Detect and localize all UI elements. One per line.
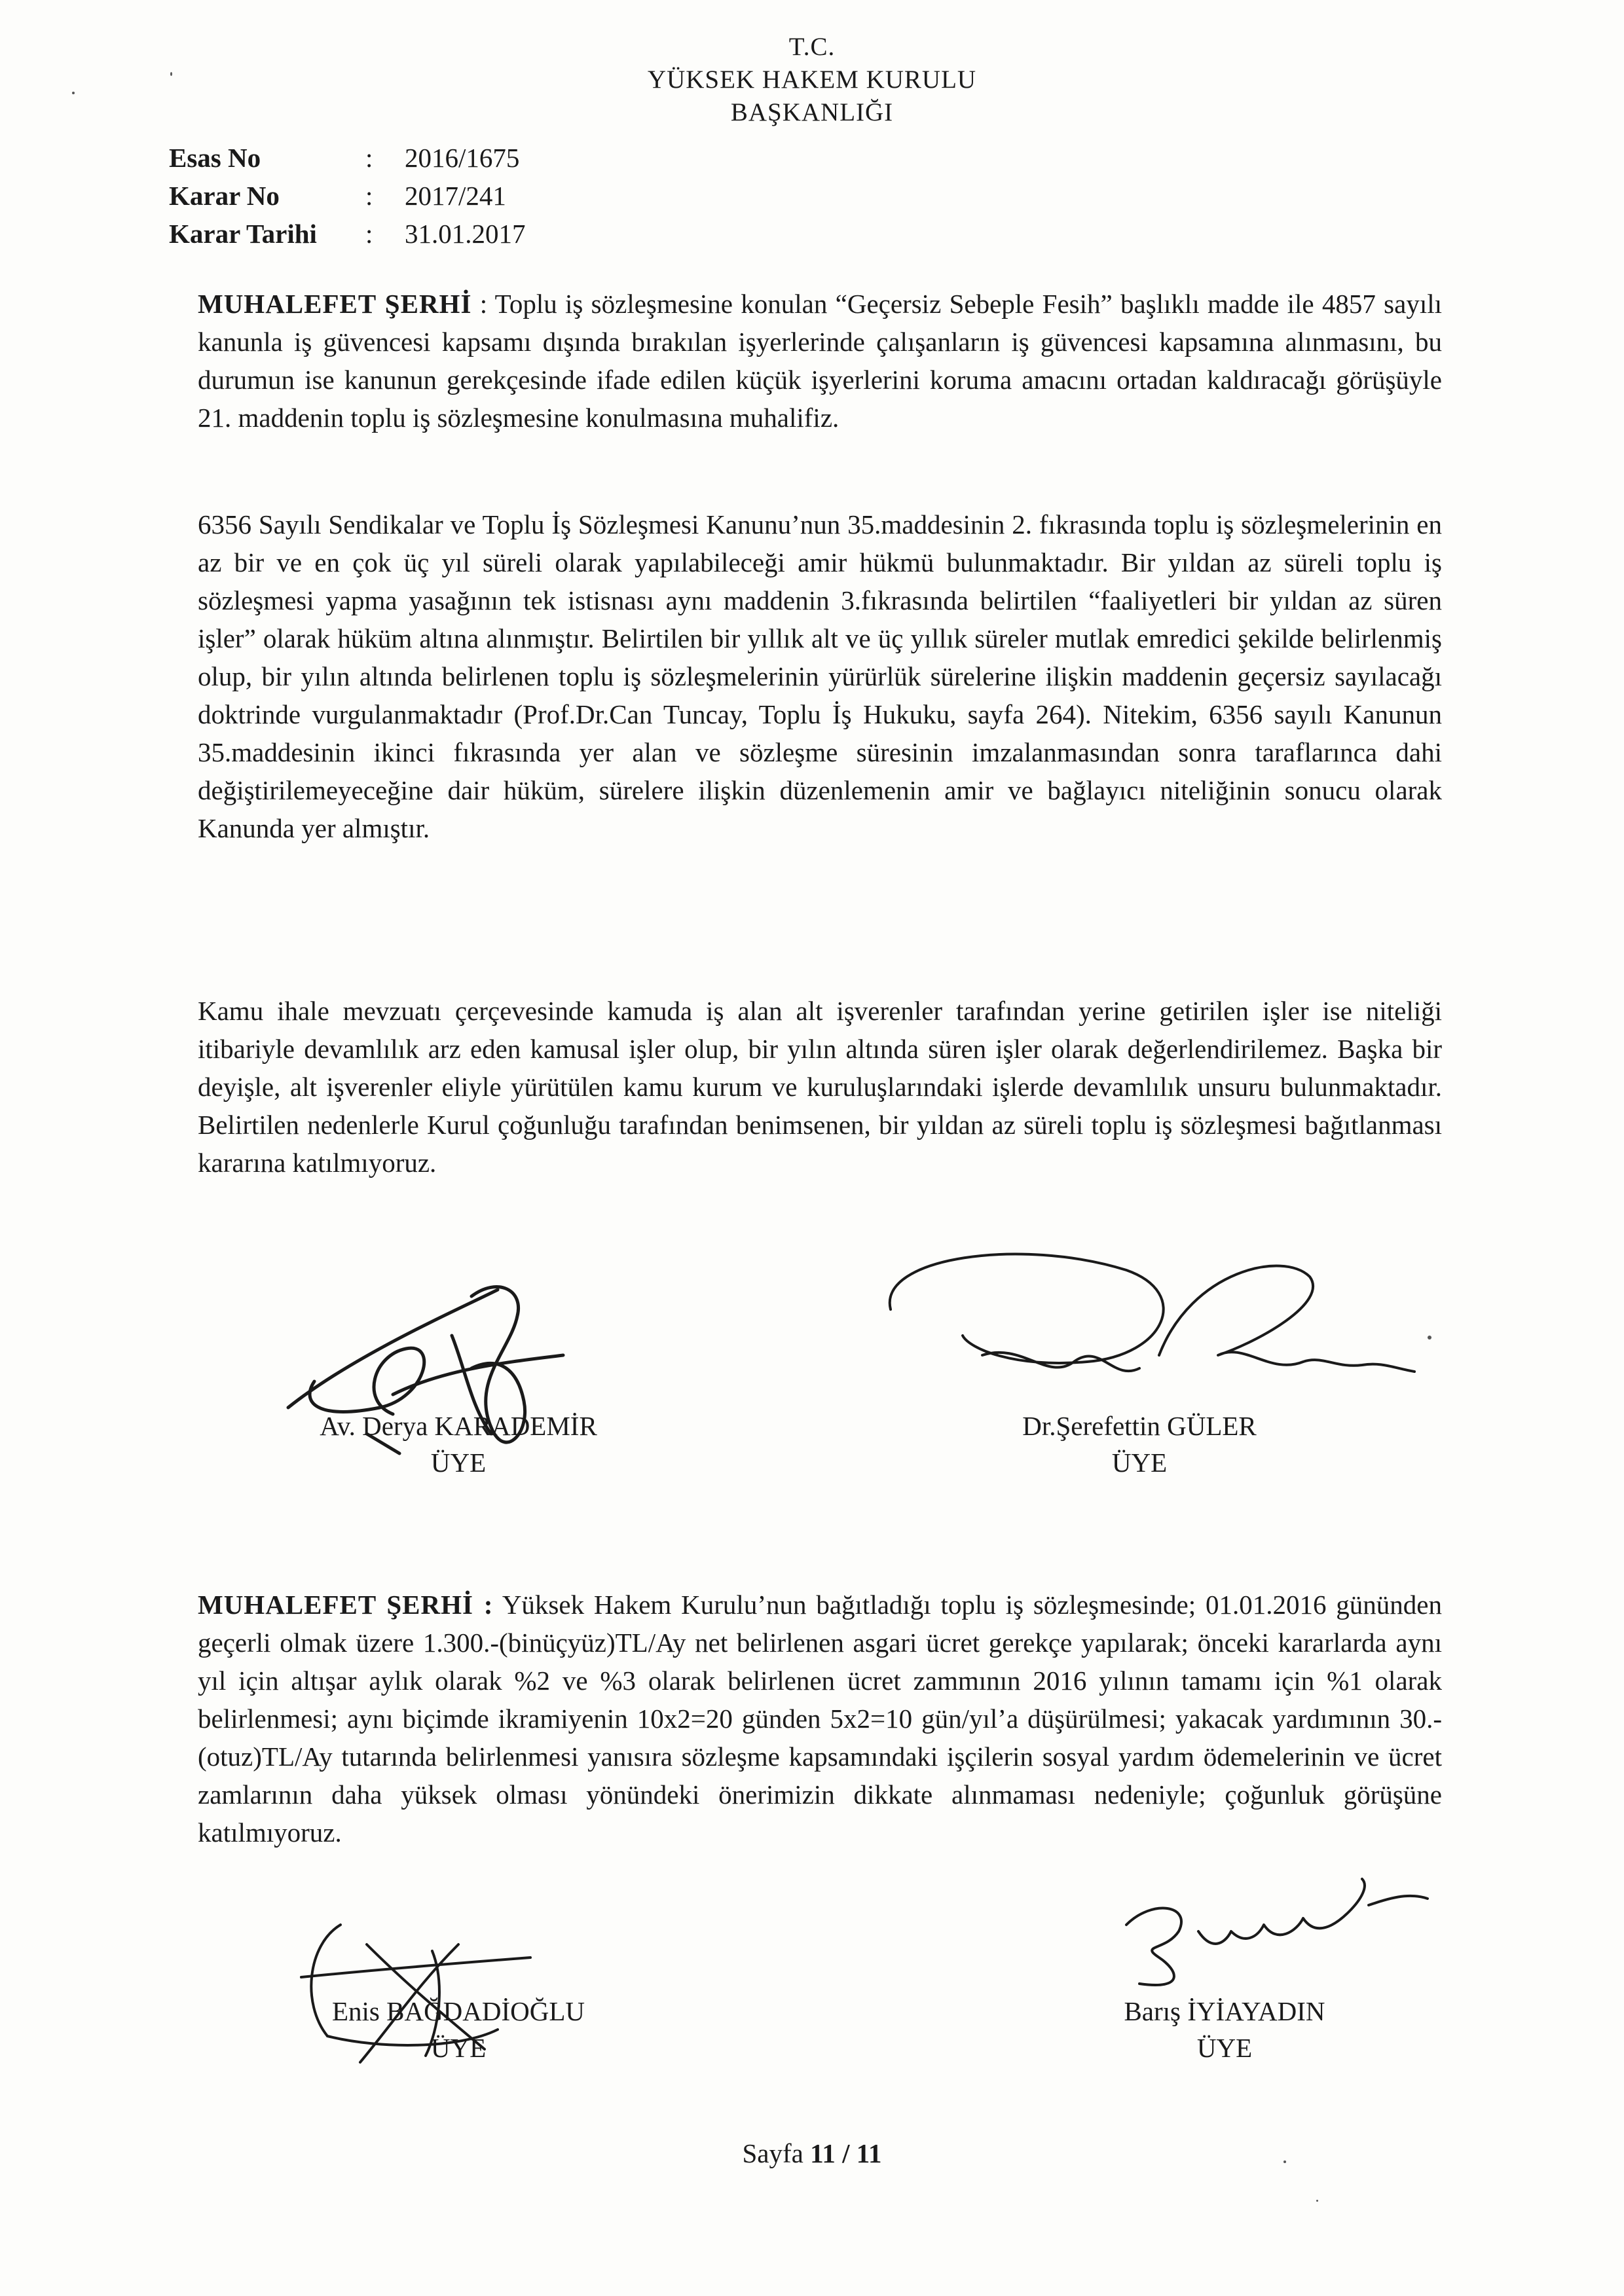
- case-meta: [169, 139, 526, 253]
- colon: :: [365, 181, 373, 211]
- scan-speck: [1428, 1336, 1431, 1339]
- dissent-2-paragraph: [198, 1586, 1442, 1851]
- signer-bagdadioglu-role: ÜYE: [430, 2033, 487, 2063]
- dissent-paragraph-2: 6356 Sayılı Sendikalar ve Toplu İş Sözleşmesi Kanunu’nun 35.maddesinin 2. fıkrasında toplu iş sözleşmelerinin en az bir ve en çok üç yıl süreli olarak yapılabileceği amir hükmü bulunmaktadır. Bir yıldan az süreli toplu iş sözleşmesi yapma yasağının tek istisnası aynı maddenin 3.fıkrasında belirtilen “faaliyetleri bir yıldan az süren işler” olarak hüküm altına alınmıştır. Belirtilen bir yıllık alt ve üç yıllık süreler mutlak emredici şekilde belirlenmiş olup, bir yılın altında belirlenen toplu iş sözleşmelerinin yürürlük sürelerine ilişkin maddenin geçersiz sayılacağı doktrinde vurgulanmaktadır (Prof.Dr.Can Tuncay, Toplu İş Hukuku, sayfa 264). Nitekim, 6356 sayılı Kanunun 35.maddesinin ikinci fıkrasında yer alan ve sözleşme süresinin imzalanmasından sonra taraflarınca dahi değiştirilemeyeceğine dair hüküm, sürelere ilişkin düzenlemenin amir ve bağlayıcı niteliğinin sonucu olarak Kanunda yer almıştır.: [198, 509, 1442, 843]
- header-institution: YÜKSEK HAKEM KURULU: [647, 65, 977, 94]
- signer-karademir-name: Av. Derya KARADEMİR: [320, 1411, 597, 1441]
- signer-iyiayadin-role: ÜYE: [1196, 2033, 1253, 2063]
- esas-label: Esas No: [169, 143, 261, 173]
- signer-guler-name: Dr.Şerefettin GÜLER: [1022, 1411, 1257, 1441]
- colon: :: [365, 219, 373, 249]
- dissent-paragraph-3: Kamu ihale mevzuatı çerçevesinde kamuda iş alan alt işverenler tarafından yerine getirilen işler ise niteliği itibariyle devamlılık arz eden kamusal işler olup, bir yılın altında süren işler olarak değerlendirilemez. Başka bir deyişle, alt işverenler eliyle yürütülen kamu kurum ve kuruluşlarındaki işlerde devamlılık unsuru bulunmaktadır. Belirtilen nedenlerle Kurul çoğunluğu tarafından benimsenen, bir yıldan az süreli toplu iş sözleşmesi bağıtlanması kararına katılmıyoruz.: [198, 996, 1442, 1178]
- esas-row: [169, 139, 526, 177]
- tarih-label: Karar Tarihi: [169, 219, 317, 249]
- page-label: Sayfa: [742, 2138, 803, 2168]
- header-tc: T.C.: [788, 33, 836, 61]
- tarih-row: [169, 215, 526, 253]
- scan-speck: [72, 92, 75, 94]
- colon: :: [365, 143, 373, 173]
- page-footer: [0, 2138, 1624, 2169]
- signature-iyiayadin: [1100, 1872, 1441, 2003]
- dissent-2-text: Yüksek Hakem Kurulu’nun bağıtladığı toplu iş sözleşmesinde; 01.01.2016 gününden geçerli olmak üzere 1.300.-(binüçyüz)TL/Ay net belirlenen asgari ücret gerekçe yapılarak; önceki kararlarda aynı yıl için altışar aylık olarak %2 ve %3 olarak belirlenen ücret zammının 2016 yılının tamamı için %1 olarak belirlenmesi; aynı biçimde ikramiyenin 10x2=20 günden 5x2=10 gün/yıl’a düşürülmesi; yakacak yardımının 30.-(otuz)TL/Ay tutarında belirlenmesi yanısıra sözleşme kapsamındaki işçilerin sosyal yardım ödemelerinin ve ücret zamlarının daha yüksek olması yönündeki önerimizin dikkate alınmaması nedeniyle; çoğunluk görüşüne katılmıyoruz.: [198, 1590, 1442, 1848]
- scan-speck: [1316, 2200, 1318, 2202]
- dissent-paragraph-1: [198, 285, 1442, 437]
- dissent-2-heading: MUHALEFET ŞERHİ :: [198, 1590, 494, 1620]
- scan-speck: [1283, 2160, 1286, 2163]
- signature-guler: [851, 1231, 1441, 1427]
- dissent-text-1: : Toplu iş sözleşmesine konulan “Geçersiz Sebeple Fesih” başlıklı madde ile 4857 sayılı kanunla iş güvencesi kapsamı dışında bırakılan işyerlerinde çalışanların iş güvencesi kapsamına alınmasını, bu durumun ise kanunun gerekçesinde ifade edilen küçük işyerlerini koruma amacını ortadan kaldıracağı görüşüyle 21. maddenin toplu iş sözleşmesine konulmasına muhalifiz.: [198, 289, 1442, 433]
- esas-value: 2016/1675: [405, 143, 520, 173]
- header-presidency: BAŞKANLIĞI: [730, 98, 894, 126]
- tarih-value: 31.01.2017: [405, 219, 526, 249]
- dissent-heading: MUHALEFET ŞERHİ: [198, 289, 472, 319]
- signer-iyiayadin-name: Barış İYİAYADIN: [1124, 1996, 1325, 2026]
- page-number: 11 / 11: [810, 2138, 882, 2168]
- signer-guler-role: ÜYE: [1111, 1448, 1168, 1478]
- karar-label: Karar No: [169, 181, 280, 211]
- karar-value: 2017/241: [405, 181, 506, 211]
- signer-bagdadioglu-name: Enis BAĞDADİOĞLU: [331, 1996, 585, 2026]
- scan-speck: [170, 72, 172, 76]
- signer-karademir-role: ÜYE: [430, 1448, 487, 1478]
- karar-row: [169, 177, 526, 215]
